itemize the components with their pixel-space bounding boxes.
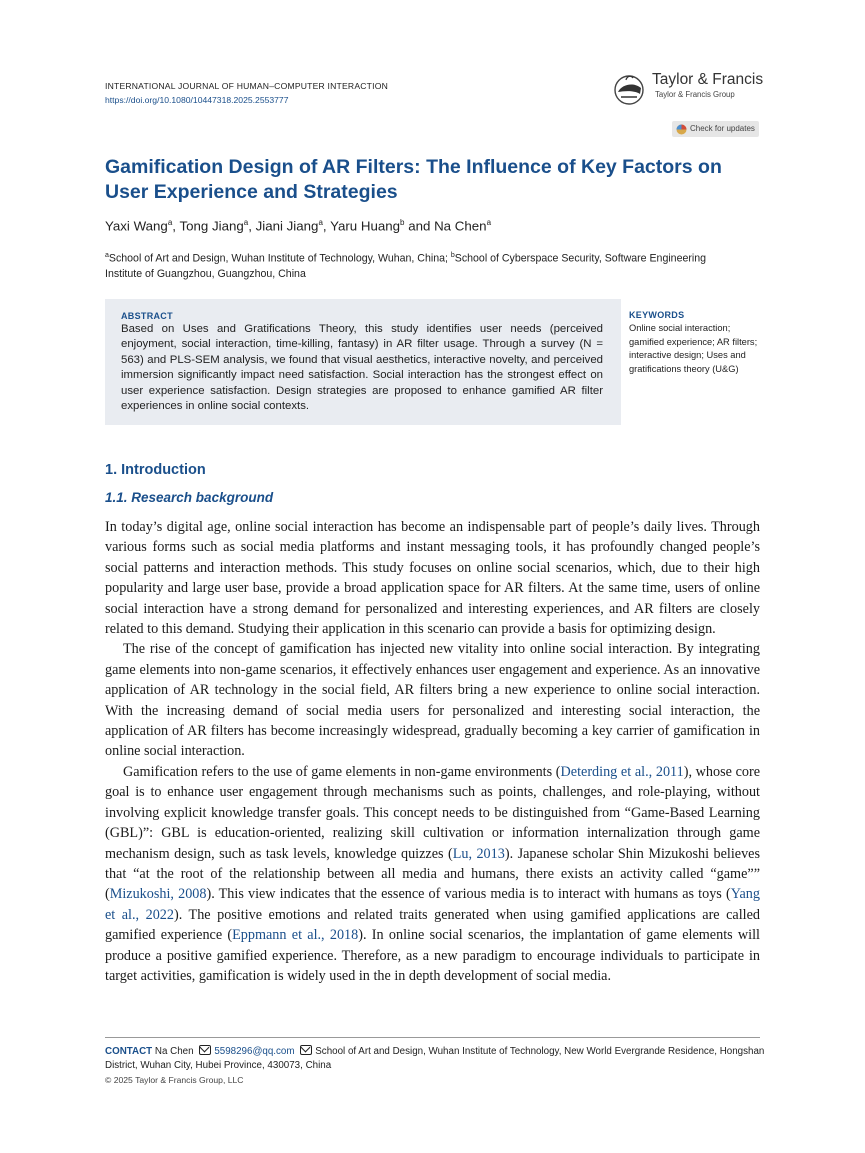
- author-affiliation-mark: a: [243, 218, 249, 227]
- keyword-item: AR filters;: [716, 336, 758, 347]
- section-heading: 1. Introduction: [105, 462, 206, 478]
- publisher-group: Taylor & Francis Group: [655, 90, 735, 99]
- citation-link[interactable]: Lu, 2013: [452, 845, 505, 862]
- paragraph: Gamification refers to the use of game elements in non-game environments (Deterding et al., 2011), whose core goal is to enhance user engagement through mechanisms such as points, challenges, and role-playing, without involving explicit knowledge transfer goals. This concept needs to be distinguished from “Game-Based Learning (GBL)”: GBL is education-oriented, realizing skill cultivation or information internalization through game mechanism design, such as task levels, knowledge quizzes (Lu, 2013). Japanese scholar Shin Mizukoshi believes that “at the root of the relationship between all media and humans, there exists an activity called “game”” (Mizukoshi, 2008). This view indicates that the essence of various media is to interact with humans as toys (Yang et al., 2022). The positive emotions and related traits generated when using gamified applications are called gamified experience (Eppmann et al., 2018). In online social scenarios, the implantation of game elements will produce a positive gamified experience. Therefore, as a new paradigm to encourage individuals to participate in target activities, gamification is widely used in the in depth development of social media.: [105, 763, 761, 984]
- email-icon: [199, 1045, 211, 1055]
- doi-link[interactable]: https://doi.org/10.1080/10447318.2025.2553777: [105, 95, 289, 105]
- contact-info: [105, 1045, 765, 1073]
- abstract-text: Based on Uses and Gratifications Theory, this study identifies user needs (perceived enjoyment, social interaction, time-killing, fantasy) in AR filter usage. Through a survey (N = 563) and PLS-SEM analysis, we found that visual aesthetics, interactive novelty, and perceived immersion significantly impact need satisfaction. Social interaction has the strongest effect on user experience satisfaction. Design strategies are proposed to enhance gamified AR filter experiences in online social contexts.: [121, 323, 603, 413]
- author-name: Na Chen: [434, 218, 487, 234]
- keywords-heading: KEYWORDS: [629, 310, 685, 320]
- check-for-updates-button[interactable]: [672, 121, 759, 137]
- author-affiliation-mark: a: [486, 218, 492, 227]
- citation-link[interactable]: Yang et al., 2022: [105, 886, 760, 923]
- author-affiliation-mark: a: [318, 218, 323, 227]
- copyright: © 2025 Taylor & Francis Group, LLC: [105, 1075, 244, 1085]
- paragraph: The rise of the concept of gamification has injected new vitality into online social interaction. By integrating game elements into non-game scenarios, it effectively enhances user engagement and experience. As an innovative application of AR technology in the social field, AR filters bring a new experience to online social interaction. With the increasing demand of social media users for personalized and interesting social interaction, the application of AR filters has become increasingly widespread, gradually becoming a key carrier of gamification in online social interaction.: [105, 641, 760, 760]
- keyword-item: Online social interaction;: [629, 323, 731, 333]
- citation-link[interactable]: Mizukoshi, 2008: [109, 886, 207, 903]
- affiliations: [105, 248, 745, 283]
- paragraph: In today’s digital age, online social interaction has become an indispensable part of people’s daily lives. Through various forms such as social media platforms and instant messaging tools, it has profoundly changed people’s social patterns and interaction methods. This study focuses on online social scenarios, which, due to their high popularity and large user base, provide a broad application space for AR filters. At the same time, users of online social interaction have a strong demand for personalized and interesting experiences, and AR filters are closely related to this demand. Studying their application in this scenario can provide a basis for optimizing design.: [105, 519, 760, 638]
- contact-address: School of Art and Design, Wuhan Institute of Technology, New World Evergrande Residence, Hongshan District, Wuhan City, Hubei Province, 430073, China: [105, 1046, 765, 1071]
- contact-name: Na Chen: [154, 1046, 194, 1057]
- keyword-item: gamified experience;: [629, 336, 717, 347]
- abstract-heading: ABSTRACT: [121, 311, 173, 321]
- keywords-list: [629, 322, 759, 376]
- body-text: [105, 517, 760, 986]
- footer-divider: [105, 1037, 760, 1038]
- author-list: Yaxi Wang$^a$, Tong Jiang$^a$, Jiani Jiang$^a$, Yaru Huang$^b$ and Na Chen$^a$: [105, 218, 492, 234]
- contact-email[interactable]: 5598296@qq.com: [214, 1046, 295, 1057]
- citation-link[interactable]: Eppmann et al., 2018: [232, 927, 359, 944]
- affiliation-text: School of Art and Design, Wuhan Institute of Technology, Wuhan, China;: [108, 252, 451, 265]
- citation-link[interactable]: Deterding et al., 2011: [560, 763, 684, 780]
- article-title: Gamification Design of AR Filters: The Influence of Key Factors on User Experience and Strategies: [105, 156, 722, 203]
- taylor-francis-logo-icon: [612, 70, 652, 106]
- address-icon: [300, 1045, 312, 1055]
- author-name: Tong Jiang: [179, 218, 244, 234]
- author-affiliation-mark: a: [167, 218, 173, 227]
- contact-label: CONTACT: [105, 1046, 153, 1057]
- keyword-item: Uses and gratifications theory (U&G): [629, 350, 746, 374]
- check-updates-icon: [676, 124, 687, 135]
- subsection-heading: 1.1. Research background: [105, 490, 274, 505]
- affiliation-mark: a: [105, 252, 109, 259]
- affiliation-text: School of Cyberspace Security, Software Engineering Institute of Guangzhou, Guangzhou, China: [105, 252, 707, 281]
- author-name: Yaru Huang: [330, 218, 401, 234]
- author-name: Jiani Jiang: [255, 218, 319, 234]
- author-name: Yaxi Wang: [105, 218, 168, 234]
- keyword-item: interactive design;: [629, 350, 707, 361]
- publisher-name: Taylor & Francis: [652, 71, 764, 88]
- author-affiliation-mark: b: [400, 218, 405, 227]
- journal-name: INTERNATIONAL JOURNAL OF HUMAN–COMPUTER INTERACTION: [105, 81, 388, 91]
- affiliation-mark: b: [450, 252, 455, 259]
- check-updates-label: Check for updates: [690, 124, 755, 133]
